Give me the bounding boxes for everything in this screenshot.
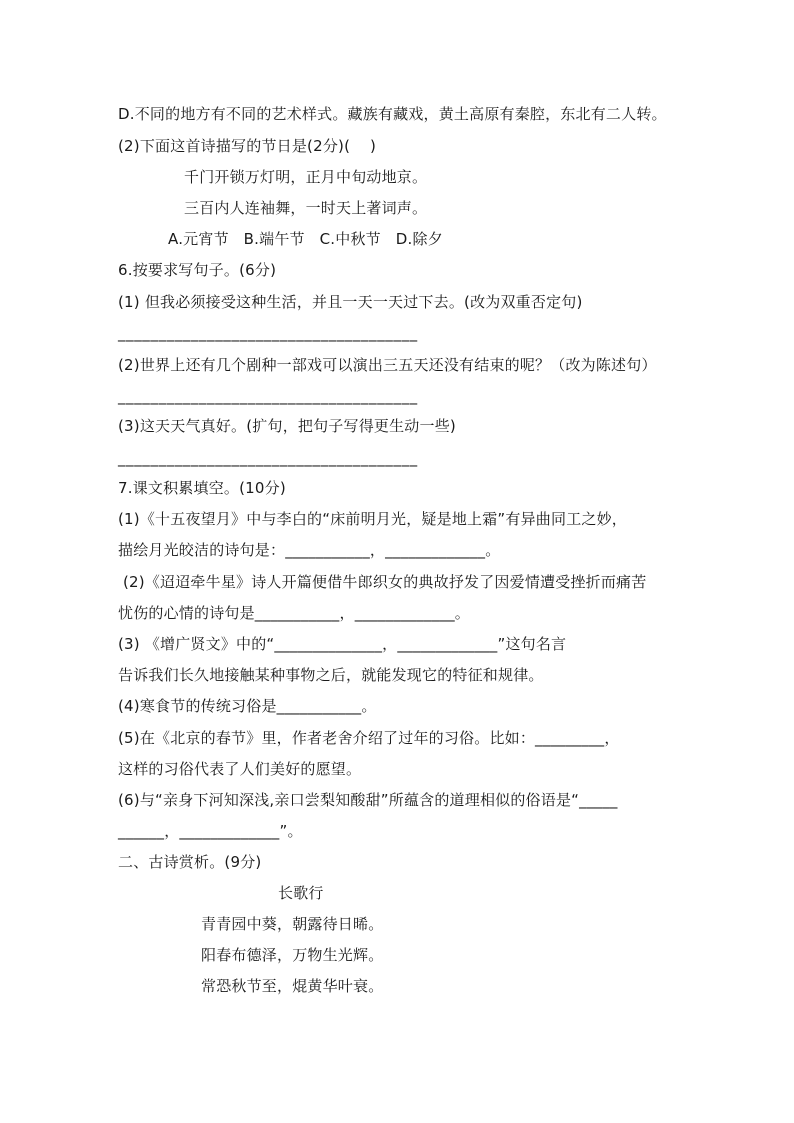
question-7-2: (2)《迢迢牵牛星》诗人开篇便借牛郎织女的典故抒发了因爱情遭受挫折而痛苦 (118, 573, 647, 591)
answer-line-6-2: _____________________________________ (118, 387, 418, 405)
section-6-heading: 6.按要求写句子。(6分) (118, 261, 277, 279)
question-7-6-cont: ______，_____________”。 (118, 822, 303, 840)
question-6-1: (1) 但我必须接受这种生活，并且一天一天过下去。(改为双重否定句) (118, 293, 583, 311)
question-7-5: (5)在《北京的春节》里，作者老舍介绍了过年的习俗。比如：_________， (118, 729, 620, 747)
question-7-6: (6)与“亲身下河知深浅,亲口尝梨知酸甜”所蕴含的道理相似的俗语是“_____ (118, 791, 618, 809)
question-7-1-cont: 描绘月光皎洁的诗句是：___________，_____________。 (118, 541, 501, 559)
ancient-poem-line-2: 阳春布德泽，万物生光辉。 (201, 946, 384, 964)
ancient-poem-line-3: 常恐秋节至，焜黄华叶衰。 (201, 977, 384, 995)
question-6-2: (2)世界上还有几个剧种一部戏可以演出三五天还没有结束的呢？（改为陈述句） (118, 356, 657, 374)
question-7-4: (4)寒食节的传统习俗是___________。 (118, 697, 377, 715)
poem-line-1: 千门开锁万灯明，正月中旬动地京。 (184, 168, 428, 186)
option-d-line: D.不同的地方有不同的艺术样式。藏族有藏戏，黄土高原有秦腔，东北有二人转。 (118, 105, 667, 123)
question-7-5-cont: 这样的习俗代表了人们美好的愿望。 (118, 760, 362, 778)
poem-title: 长歌行 (278, 884, 324, 902)
question-7-2-cont: 忧伤的心情的诗句是___________，_____________。 (118, 604, 471, 622)
question-6-3: (3)这天天气真好。(扩句，把句子写得更生动一些) (118, 417, 456, 435)
poem-line-2: 三百内人连袖舞，一时天上著词声。 (184, 199, 428, 217)
question-7-3: (3) 《增广贤文》中的“______________，_____________”这句名言 (118, 635, 567, 653)
answer-line-6-3: _____________________________________ (118, 449, 418, 467)
question-7-3-cont: 告诉我们长久地接触某种事物之后，就能发现它的特征和规律。 (118, 666, 544, 684)
section-2-heading: 二、古诗赏析。(9分) (118, 853, 262, 871)
answer-line-6-1: _____________________________________ (118, 324, 418, 342)
festival-options: A.元宵节 B.端午节 C.中秋节 D.除夕 (168, 230, 443, 248)
section-7-heading: 7.课文积累填空。(10分) (118, 479, 286, 497)
question-5-2: (2)下面这首诗描写的节日是(2分)( ) (118, 137, 377, 155)
ancient-poem-line-1: 青青园中葵，朝露待日晞。 (201, 915, 384, 933)
question-7-1: (1)《十五夜望月》中与李白的“床前明月光，疑是地上霜”有异曲同工之妙， (118, 510, 627, 528)
